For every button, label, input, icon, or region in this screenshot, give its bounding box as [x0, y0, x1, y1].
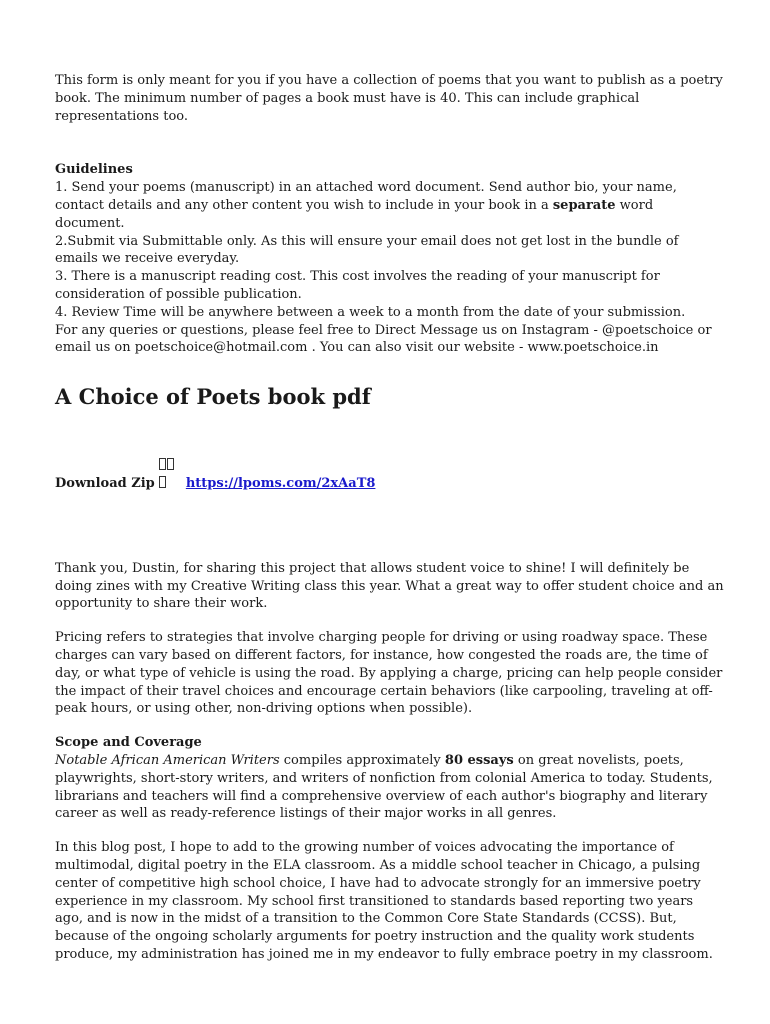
guideline-item-1-text: 1. Send your poems (manuscript) in an attached word document. Send author bio, your name, contact details and any other content you wish to include in your book in a [55, 180, 677, 213]
download-link[interactable]: https://lpoms.com/2xAaT8 [185, 475, 376, 491]
intro-paragraph: This form is only meant for you if you have a collection of poems that you want to publish as a poetry book. The minimum number of pages a book must have is 40. This can include graphical representations too. [55, 73, 723, 124]
thanks-paragraph: Thank you, Dustin, for sharing this project that allows student voice to shine! I will definitely be doing zines with my Creative Writing class this year. What a great way to offer student choice and an opportunity to share their work. [55, 560, 724, 612]
guidelines-section [55, 161, 725, 357]
guideline-item-4: 4. Review Time will be anywhere between a week to a month from the date of your submission. [55, 304, 686, 320]
pricing-paragraph: Pricing refers to strategies that involve charging people for driving or using roadway space. These charges can vary based on different factors, for instance, how congested the roads are, the time of day, or what type of vehicle is using the road. By applying a charge, pricing can help people consider the impact of their travel choices and encourage certain behaviors (like carpooling, traveling at off-peak hours, or using other, non-driving options when possible). [55, 630, 723, 717]
guideline-item-3: 3. There is a manuscript reading cost. This cost involves the reading of your manuscript for consideration of possible publication. [55, 269, 660, 302]
scope-essay-count: 80 essays [444, 752, 514, 768]
missing-glyph-icon [159, 457, 181, 493]
guidelines-heading: Guidelines [55, 162, 133, 178]
guideline-item-1-tail: word document. [55, 197, 654, 231]
scope-heading: Scope and Coverage [55, 735, 202, 751]
document-page [55, 72, 725, 964]
download-line [55, 457, 725, 493]
guideline-item-1 [55, 179, 725, 232]
blog-paragraph: In this blog post, I hope to add to the growing number of voices advocating the importance of multimodal, digital poetry in the ELA classroom. As a middle school teacher in Chicago, a pulsing center of competitive high school choice, I have had to advocate strongly for an immersive poetry experience in my classroom. My school first transitioned to standards based reporting two years ago, and is now in the midst of a transition to the Common Core State Standards (CCSS). But, because of the ongoing scholarly arguments for poetry instruction and the quality work students produce, my administration has joined me in my endeavor to fully embrace poetry in my classroom. [55, 840, 713, 962]
scope-book-title: Notable African American Writers [55, 752, 280, 768]
scope-text-mid: compiles approximately [279, 752, 445, 768]
contact-paragraph: For any queries or questions, please feel free to Direct Message us on Instagram - @poetschoice or email us on poetschoice@hotmail.com . You can also visit our website - www.poetschoice.in [55, 322, 712, 356]
guideline-item-1-bold: separate [552, 197, 616, 213]
guideline-item-2: 2.Submit via Submittable only. As this will ensure your email does not get lost in the bundle of emails we receive everyday. [55, 233, 679, 267]
scope-text-tail: on great novelists, poets, playwrights, short-story writers, and writers of nonfiction from colonial America to today. Students, librarians and teachers will find a comprehensive overview of each author's biography and literary career as well as ready-reference listings of their major works in all genres. [55, 752, 713, 822]
page-title: A Choice of Poets book pdf [55, 384, 371, 410]
scope-paragraph [55, 752, 725, 823]
download-label: Download Zip [55, 475, 155, 491]
